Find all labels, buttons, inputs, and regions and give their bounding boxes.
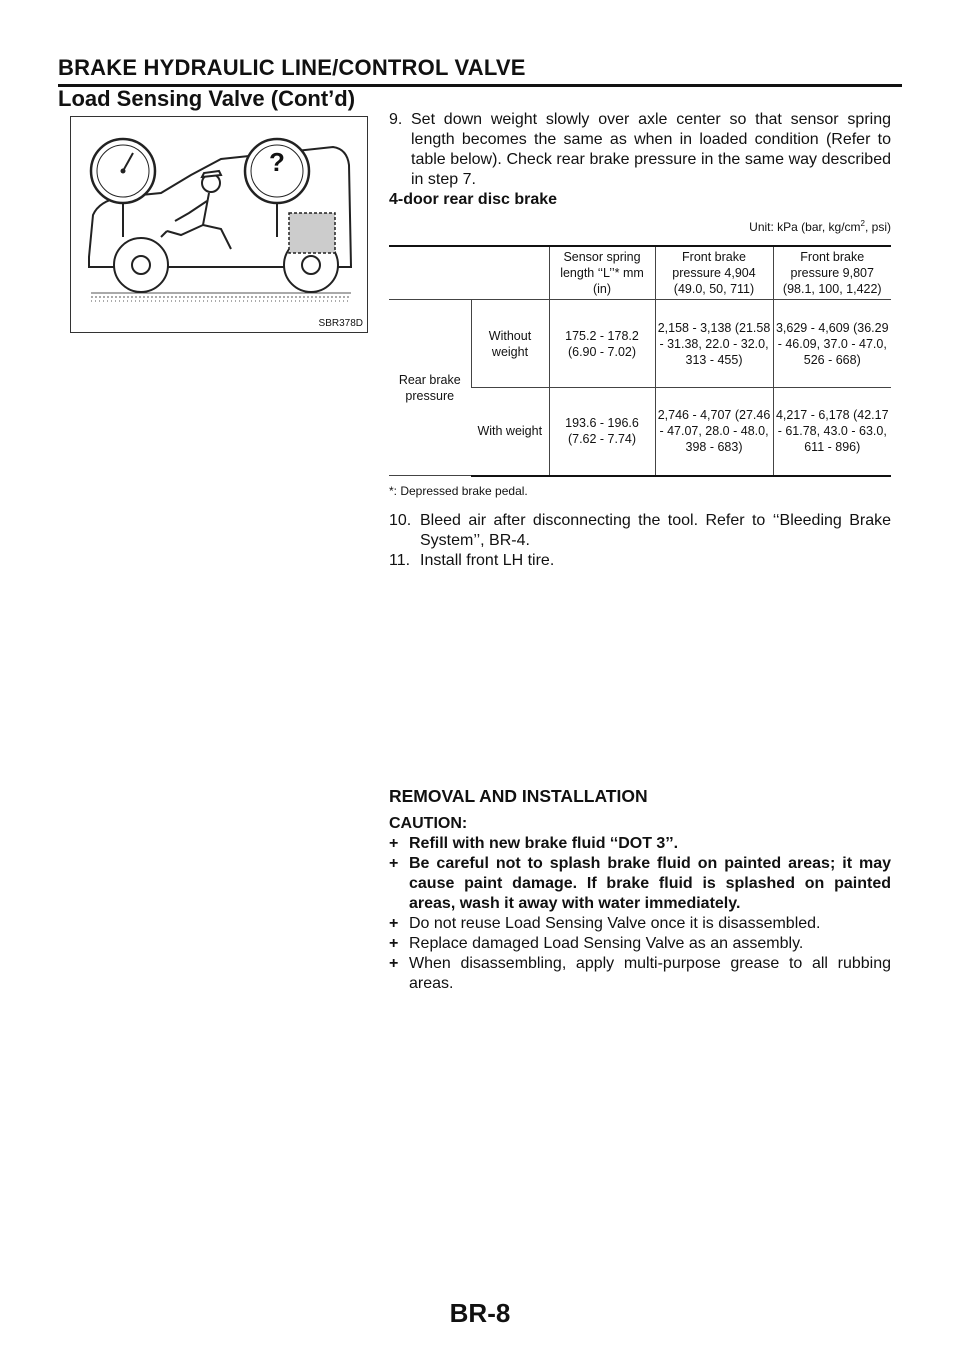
unit-note-suffix: , psi) — [864, 220, 891, 234]
load-weight — [289, 213, 335, 253]
bullet-text: Do not reuse Load Sensing Valve once it is disassembled. — [409, 915, 821, 932]
caution-bullet — [389, 914, 891, 934]
row-label: Without weight — [471, 300, 549, 388]
front-wheel — [114, 238, 168, 292]
step-10-number: 10. — [389, 511, 412, 529]
step-9 — [389, 110, 891, 190]
row-length: 193.6 - 196.6 (7.62 - 7.74) — [549, 388, 655, 476]
bullet-mark: + — [389, 855, 399, 872]
table-corner-cell — [389, 246, 549, 300]
left-pressure-gauge — [91, 139, 155, 237]
bullet-text: When disassembling, apply multi-purpose grease to all rubbing areas. — [409, 955, 891, 992]
gauge-question-mark: ? — [269, 147, 285, 177]
row-pressure-1: 2,746 - 4,707 (27.46 - 47.07, 28.0 - 48.0, 398 - 683) — [655, 388, 773, 476]
caution-bullet — [389, 934, 891, 954]
row-pressure-1: 2,158 - 3,138 (21.58 - 31.38, 22.0 - 32.0, 313 - 455) — [655, 300, 773, 388]
header-sensor-length: Sensor spring length ‘‘L’’* mm (in) — [549, 246, 655, 300]
header-front-pressure-1: Front brake pressure 4,904 (49.0, 50, 711) — [655, 246, 773, 300]
caution-bullet — [389, 834, 891, 854]
row-label: With weight — [471, 388, 549, 476]
driver-figure — [161, 171, 231, 249]
table-row — [389, 300, 891, 388]
step-11-text: Install front LH tire. — [420, 551, 555, 569]
section-title: BRAKE HYDRAULIC LINE/CONTROL VALVE — [58, 55, 526, 80]
step-11-number: 11. — [389, 551, 411, 569]
row-pressure-2: 3,629 - 4,609 (36.29 - 46.09, 37.0 - 47.0, 526 - 668) — [773, 300, 891, 388]
step-11 — [389, 551, 891, 571]
table-header-row — [389, 246, 891, 300]
step-10 — [389, 511, 891, 551]
caution-bullet — [389, 954, 891, 994]
bullet-text: Replace damaged Load Sensing Valve as an assembly. — [409, 935, 804, 952]
page-number: BR-8 — [449, 1298, 511, 1328]
table-title: 4-door rear disc brake — [389, 191, 558, 208]
figure-id: SBR378D — [318, 318, 363, 329]
main-content — [389, 110, 891, 992]
bullet-mark: + — [389, 955, 399, 972]
bullet-text: Refill with new brake fluid ‘‘DOT 3’’. — [409, 835, 679, 852]
ground-hatch — [91, 293, 351, 301]
caution-label: CAUTION: — [389, 815, 468, 832]
step-9-number: 9. — [389, 111, 403, 128]
row-length: 175.2 - 178.2 (6.90 - 7.02) — [549, 300, 655, 388]
row-pressure-2: 4,217 - 6,178 (42.17 - 61.78, 43.0 - 63.0, 611 - 896) — [773, 388, 891, 476]
figure-illustration — [71, 117, 367, 332]
caution-bullet — [389, 854, 891, 914]
bullet-mark: + — [389, 915, 399, 932]
header-front-pressure-2: Front brake pressure 9,807 (98.1, 100, 1,422) — [773, 246, 891, 300]
step-9-text: Set down weight slowly over axle center so that sensor spring length becomes the same as when in loaded condition (Refer to table below). Check rear brake pressure in the same way described in step 7. — [411, 111, 891, 188]
removal-section — [389, 786, 891, 994]
step-10-text: Bleed air after disconnecting the tool. Refer to ‘‘Bleeding Brake System’’, BR-4. — [420, 511, 891, 549]
bullet-mark: + — [389, 935, 399, 952]
vehicle-pressure-gauge-figure — [70, 116, 368, 333]
row-header-rear-pressure: Rear brake pressure — [389, 300, 471, 476]
removal-title: REMOVAL AND INSTALLATION — [389, 786, 648, 806]
bullet-text: Be careful not to splash brake fluid on painted areas; it may cause paint damage. If brake fluid is splashed on painted areas, wash it away with water immediately. — [409, 855, 891, 912]
bullet-mark: + — [389, 835, 399, 852]
subsection-title: Load Sensing Valve (Cont’d) — [58, 86, 356, 111]
table-footnote: *: Depressed brake pedal. — [389, 483, 528, 498]
pressure-spec-table — [389, 245, 891, 477]
unit-note — [389, 214, 891, 237]
unit-note-sup: 2 — [860, 219, 865, 228]
unit-note-prefix: Unit: kPa (bar, kg/cm — [749, 220, 861, 234]
